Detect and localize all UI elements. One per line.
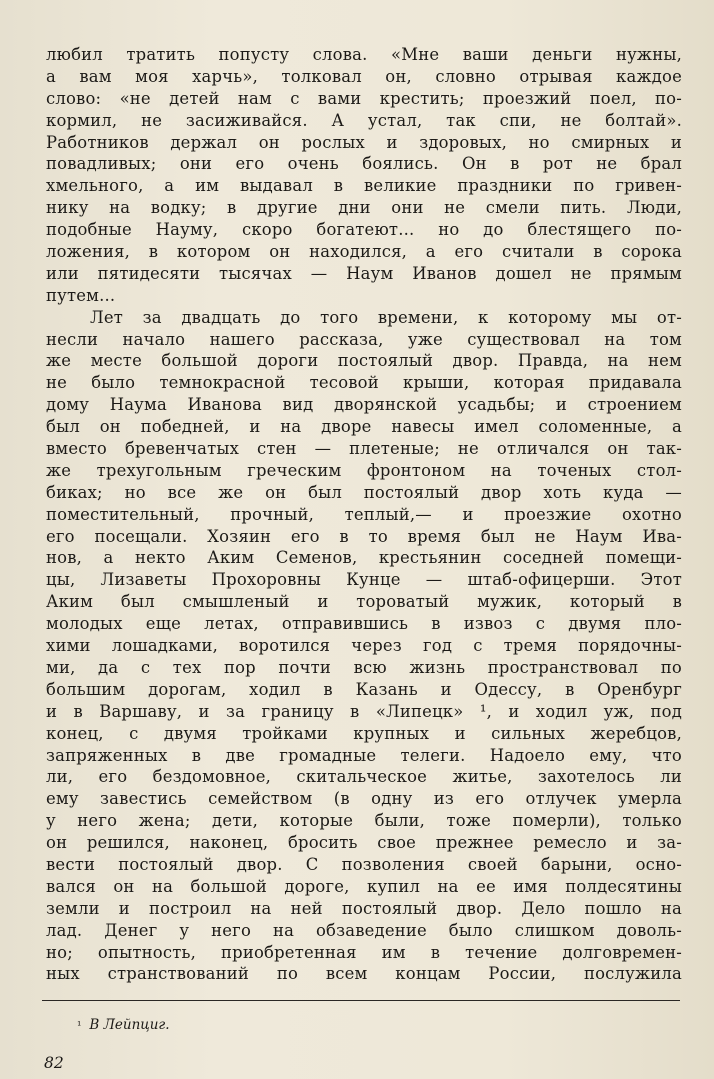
footnote <box>77 1016 170 1035</box>
text-line: Аким был смышленый и тороватый мужик, который в <box>46 592 682 612</box>
text-line: не было темнокрасной тесовой крыши, которая придавала <box>46 373 682 393</box>
page-number: 82 <box>44 1054 64 1072</box>
text-line: его посещали. Хозяин его в то время был не Наум Ива- <box>46 526 682 546</box>
text-line: конец, с двумя тройками крупных и сильных жеребцов, <box>46 723 682 743</box>
text-line: Работников держал он рослых и здоровых, но смирных и <box>46 132 682 152</box>
text-line: цы, Лизаветы Прохоровны Кунце — штаб-офицерши. Этот <box>46 570 682 590</box>
text-line: вался он на большой дороге, купил на ее имя полдесятины <box>46 876 682 896</box>
text-line: большим дорогам, ходил в Казань и Одессу, в Оренбург <box>46 679 682 699</box>
text-line: земли и построил на ней постоялый двор. Дело пошло на <box>46 898 682 918</box>
text-line: повадливых; они его очень боялись. Он в рот не брал <box>46 154 682 174</box>
text-line: ложения, в котором он находился, а его считали в сорока <box>46 242 682 262</box>
text-line: у него жена; дети, которые были, тоже померли), только <box>46 811 682 831</box>
text-line: молодых еще летах, отправившись в извоз с двумя пло- <box>46 614 682 634</box>
text-line: хмельного, а им выдавал в великие праздники по гривен- <box>46 176 682 196</box>
text-line: или пятидесяти тысячах — Наум Иванов дошел не прямым <box>46 263 682 283</box>
text-line: ему завестись семейством (в одну из его отлучек умерла <box>46 789 682 809</box>
text-line: несли начало нашего рассказа, уже существовал на том <box>46 329 682 349</box>
text-line: он решился, наконец, бросить свое прежнее ремесло и за- <box>46 833 682 853</box>
text-line-paragraph-end: путем... <box>46 285 116 305</box>
text-line: нов, а некто Аким Семенов, крестьянин соседней помещи- <box>46 548 682 568</box>
text-line: ми, да с тех пор почти всю жизнь пространствовал по <box>46 657 682 677</box>
text-line: ли, его бездомовное, скитальческое житье, захотелось ли <box>46 767 682 787</box>
text-line: а вам моя харчь», толковал он, словно отрывая каждое <box>46 66 682 86</box>
footnote-text: В Лейпциг. <box>89 1017 170 1033</box>
text-line: запряженных в две громадные телеги. Надоело ему, что <box>46 745 682 765</box>
footnote-divider <box>42 1000 680 1001</box>
text-line: ных странствований по всем концам России, послужила <box>46 964 682 984</box>
text-line: биках; но все же он был постоялый двор хоть куда — <box>46 482 682 502</box>
text-line: дому Наума Иванова вид дворянской усадьбы; и строением <box>46 395 682 415</box>
text-line: поместительный, прочный, теплый,— и проезжие охотно <box>46 504 682 524</box>
text-line: вместо бревенчатых стен — плетеные; не отличался он так- <box>46 439 682 459</box>
text-line: кормил, не засиживайся. А устал, так спи, не болтай». <box>46 110 682 130</box>
text-line: и в Варшаву, и за границу в «Липецк» ¹, и ходил уж, под <box>46 701 682 721</box>
text-line: любил тратить попусту слова. «Мне ваши деньги нужны, <box>46 45 682 64</box>
text-line: же месте большой дороги постоялый двор. Правда, на нем <box>46 351 682 371</box>
text-line: хими лошадками, воротился через год с тремя порядочны- <box>46 636 682 656</box>
text-line: подобные Науму, скоро богатеют... но до блестящего по- <box>46 220 682 240</box>
text-line: нику на водку; в другие дни они не смели пить. Люди, <box>46 198 682 218</box>
text-line: лад. Денег у него на обзаведение было слишком доволь- <box>46 920 682 940</box>
text-line: но; опытность, приобретенная им в течение долговремен- <box>46 942 682 962</box>
text-line: слово: «не детей нам с вами крестить; проезжий поел, по- <box>46 88 682 108</box>
footnote-mark: ¹ <box>77 1019 82 1032</box>
text-line-paragraph-start: Лет за двадцать до того времени, к которому мы от- <box>90 307 682 327</box>
body-text <box>46 44 682 985</box>
text-line: вести постоялый двор. С позволения своей барыни, осно- <box>46 854 682 874</box>
text-line: же трехугольным греческим фронтоном на точеных стол- <box>46 460 682 480</box>
text-line: был он победней, и на дворе навесы имел соломенные, а <box>46 417 682 437</box>
